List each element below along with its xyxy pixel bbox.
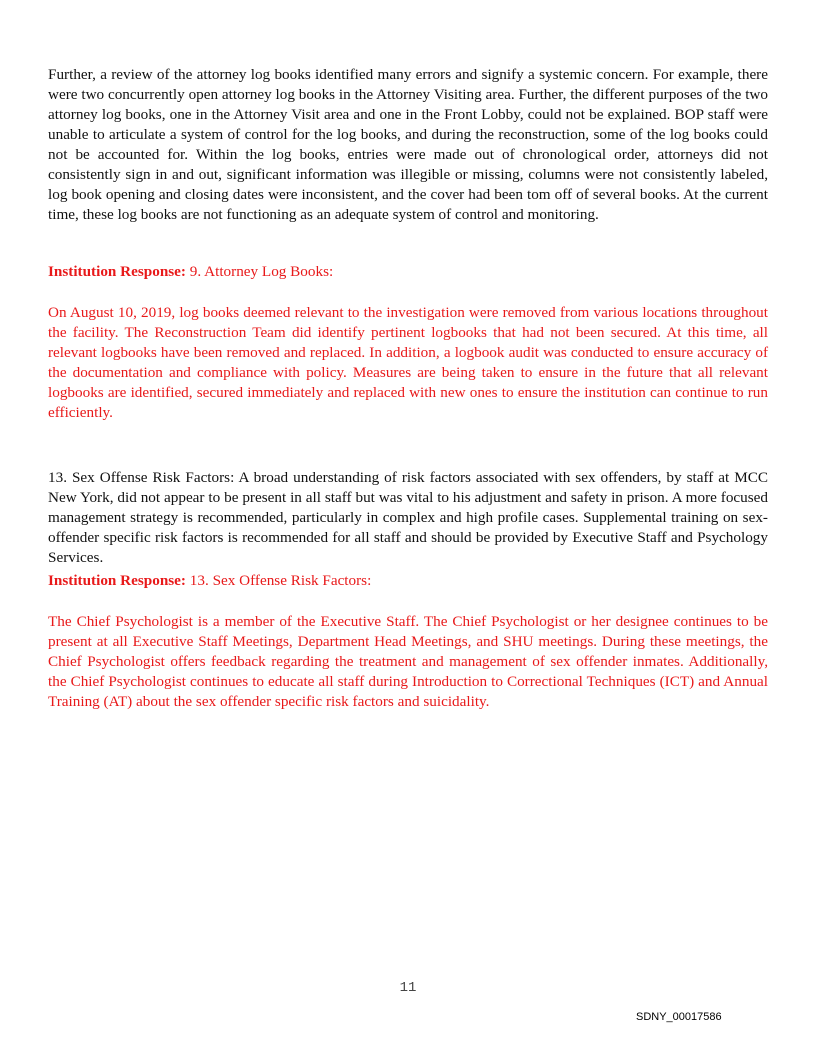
institution-response-text-2: The Chief Psychologist is a member of the Executive Staff. The Chief Psychologist or her designee continues to be present at all Executive Staff Meetings, Department Head Meetings, and SHU meetings. During these meetings, the Chief Psychologist offers feedback regarding the treatment and management of sex offender inmates. Additionally, the Chief Psychologist continues to educate all staff during Introduction to Correctional Techniques (ICT) and Annual Training (AT) about the sex offender specific risk factors and suicidality. [48, 613, 768, 710]
institution-response-heading-2 [48, 571, 768, 591]
findings-paragraph-sex-offense-risk-factors: 13. Sex Offense Risk Factors: A broad understanding of risk factors associated with sex offenders, by staff at MCC New York, did not appear to be present in all staff but was vital to his adjustment and safety in prison. A more focused management strategy is recommended, particularly in complex and high profile cases. Supplemental training on sex-offender specific risk factors is recommended for all staff and should be provided by Executive Staff and Psychology Services. [48, 469, 768, 566]
response-title: 9. Attorney Log Books: [185, 263, 334, 280]
institution-response-heading-1 [48, 262, 768, 282]
institution-response-text-1: On August 10, 2019, log books deemed relevant to the investigation were removed from various locations throughout the facility. The Reconstruction Team did identify pertinent logbooks that had not been secured. At this time, all relevant logbooks have been removed and replaced. In addition, a logbook audit was conducted to ensure accuracy of the documentation and compliance with policy. Measures are being taken to ensure in the future that all relevant logbooks are identified, secured immediately and replaced with new ones to ensure the institution can continue to run efficiently. [48, 304, 768, 421]
institution-response-label: Institution Response: [48, 263, 186, 280]
institution-response-label: Institution Response: [48, 572, 186, 589]
page-number: 11 [399, 980, 417, 996]
response-title: 13. Sex Offense Risk Factors: [185, 572, 372, 589]
findings-paragraph-attorney-log-books: Further, a review of the attorney log books identified many errors and signify a systemic concern. For example, there were two concurrently open attorney log books in the Attorney Visiting area. Further, the different purposes of the two attorney log books, one in the Attorney Visit area and one in the Front Lobby, could not be explained. BOP staff were unable to articulate a system of control for the log books, and during the reconstruction, some of the log books could not be accounted for. Within the log books, entries were made out of chronological order, attorneys did not consistently sign in and out, significant information was illegible or missing, columns were not consistently labeled, log book opening and closing dates were inconsistent, and the cover had been tom off of several books. At the current time, these log books are not functioning as an adequate system of control and monitoring. [48, 66, 768, 223]
bates-number: SDNY_00017586 [636, 1011, 722, 1023]
